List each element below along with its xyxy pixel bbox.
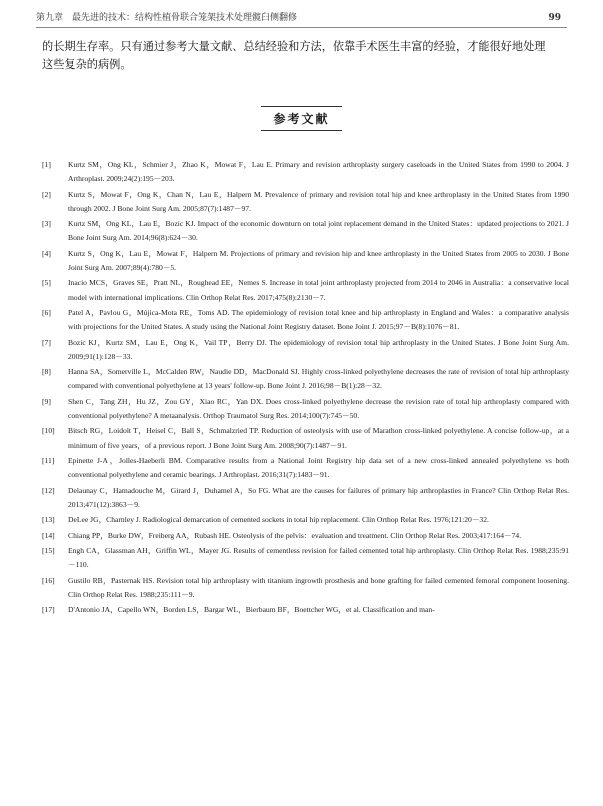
reference-number: [17] (42, 605, 55, 615)
reference-number: [9] (42, 396, 51, 406)
page-number: 99 (548, 13, 561, 23)
intro-line: 这些复杂的病例。 (42, 58, 132, 71)
reference-item (42, 603, 569, 617)
reference-text: Inacio MCS，Graves SE，Pratt NL，Roughead EE，Nemes S. Increase in total joint arthroplasty projected from 2014 to 2046 in Australia：a conservative local model with international implications. Clin Orthop Relat Res. 2017;475(8):2130－7. (68, 278, 569, 302)
reference-number: [3] (42, 219, 51, 229)
references-heading-wrap (0, 106, 603, 131)
reference-item (42, 365, 569, 393)
reference-number: [14] (42, 530, 55, 540)
reference-text: D'Antonio JA，Capello WN，Borden LS，Bargar WL，Bierbaum BF，Boettcher WG，et al. Classification and man- (68, 605, 435, 615)
reference-number: [6] (42, 307, 51, 317)
reference-item (42, 217, 569, 245)
reference-item (42, 336, 569, 364)
reference-text: Hanna SA，Somerville L，McCalden RW，Naudie DD，MacDonald SJ. Highly cross-linked polyethylene decreases the rate of revision of total hip arthroplasty compared with conventional polyethylene at 13 years' follow-up. Bone Joint J. 2016;98－B(1):28－32. (68, 367, 569, 391)
reference-text: Shen C，Tang ZH，Hu JZ，Zou GY，Xiao RC，Yan DX. Does cross-linked polyethylene decrease the revision rate of total hip arthroplasty compared with conventional polyethylene? A metaanalysis. Orthop Traumatol Surg Res. 2014;100(7):745－50. (68, 396, 569, 420)
reference-item (42, 454, 569, 482)
reference-number: [15] (42, 545, 55, 555)
chapter-title: 第九章 最先进的技术：结构性植骨联合笼架技术处理髋臼侧翻修 (36, 13, 298, 23)
reference-text: Kurtz SM，Ong KL，Lau E，Bozic KJ. Impact of the economic downturn on total joint replacement demand in the United States：updated projections to 2021. J Bone Joint Surg Am. 2014;96(8):624－30. (68, 219, 569, 243)
reference-text: Chiang PP，Burke DW，Freiberg AA，Rubash HE. Osteolysis of the pelvis：evaluation and treatment. Clin Orthop Relat Res. 2003;417:164－74. (68, 530, 522, 540)
reference-item (42, 513, 569, 527)
reference-text: Bozic KJ，Kurtz SM，Lau E，Ong K，Vail TP，Berry DJ. The epidemiology of revision total hip arthroplasty in the United States. J Bone Joint Surg Am. 2009;91(1):128－33. (68, 337, 569, 361)
intro-line: 的长期生存率。只有通过参考大量文献、总结经验和方法，依靠手术医生丰富的经验，才能很好地处理 (42, 40, 546, 53)
reference-item (42, 276, 569, 304)
reference-number: [5] (42, 278, 51, 288)
page-header (36, 9, 567, 27)
reference-item (42, 529, 569, 543)
reference-text: Kurtz S，Ong K，Lau E，Mowat F，Halpern M. Projections of primary and revision hip and knee arthroplasty in the United States from 2005 to 2030. J Bone Joint Surg Am. 2007;89(4):780－5. (68, 248, 569, 272)
reference-text: Engh CA，Glassman AH，Griffin WL，Mayer JG. Results of cementless revision for failed cemented total hip arthroplasty. Clin Orthop Relat Res. 1988;235:91－110. (68, 545, 569, 570)
reference-item (42, 247, 569, 275)
reference-text: Bitsch RG，Loidolt T，Heisel C，Ball S，Schmalzried TP. Reduction of osteolysis with use of Marathon cross-linked polyethylene. A concise follow-up，at a minimum of five years，of a previous report. J Bone Joint Surg Am. 2008;90(7):1487－91. (68, 426, 569, 450)
header-rule (36, 27, 567, 28)
reference-item (42, 306, 569, 334)
reference-text: Gustilo RB，Pasternak HS. Revision total hip arthroplasty with titanium ingrowth prosthesis and bone grafting for failed cemented femoral component loosening. Clin Orthop Relat Res. 1988;235:111－9. (68, 575, 569, 599)
reference-item (42, 158, 569, 186)
reference-number: [7] (42, 337, 51, 347)
reference-item (42, 574, 569, 602)
reference-number: [10] (42, 426, 55, 436)
reference-list (42, 158, 569, 618)
reference-item (42, 188, 569, 216)
reference-text: DeLee JG，Charnley J. Radiological demarcation of cemented sockets in total hip replacement. Clin Orthop Relat Res. 1976;121:20－32. (68, 515, 489, 525)
reference-number: [13] (42, 515, 55, 525)
reference-number: [12] (42, 485, 55, 495)
reference-number: [4] (42, 248, 51, 258)
reference-number: [11] (42, 455, 55, 465)
reference-text: Kurtz S，Mowat F，Ong K，Chan N，Lau E，Halpern M. Prevalence of primary and revision total hip and knee arthroplasty in the United States from 1990 through 2002. J Bone Joint Surg Am. 2005;87(7):1487－97. (68, 189, 569, 213)
reference-number: [8] (42, 367, 51, 377)
reference-text: Delaunay C，Hamadouche M，Girard J，Duhamel A，So FG. What are the causes for failures of primary hip arthroplasties in France? Clin Orthop Relat Res. 2013;471(12):3863－9. (68, 485, 569, 509)
reference-text: Epinette J-A，Jolles-Haeberli BM. Comparative results from a National Joint Registry hip data set of a new cross-linked annealed polyethylene vs both conventional polyethylene and ceramic bearings. J Arthroplast. 2016;31(7):1483－91. (68, 455, 569, 480)
reference-number: [2] (42, 189, 51, 199)
reference-text: Patel A，Pavlou G，Mújica-Mota RE，Toms AD. The epidemiology of revision total knee and hip arthroplasty in England and Wales：a comparative analysis with projections for the United States. A study using the National Joint Registry dataset. Bone Joint J. 2015;97－B(8):1076－81. (68, 307, 569, 332)
intro-paragraph (42, 38, 567, 74)
reference-item (42, 395, 569, 423)
reference-item (42, 544, 569, 572)
references-heading: 参考文献 (261, 106, 341, 131)
reference-text: Kurtz SM，Ong KL，Schmier J，Zhao K，Mowat F，Lau E. Primary and revision arthroplasty surgery caseloads in the United States from 1990 to 2004. J Arthroplast. 2009;24(2):195－203. (68, 160, 569, 184)
reference-item (42, 424, 569, 452)
reference-item (42, 484, 569, 512)
reference-number: [16] (42, 575, 55, 585)
reference-number: [1] (42, 160, 51, 169)
